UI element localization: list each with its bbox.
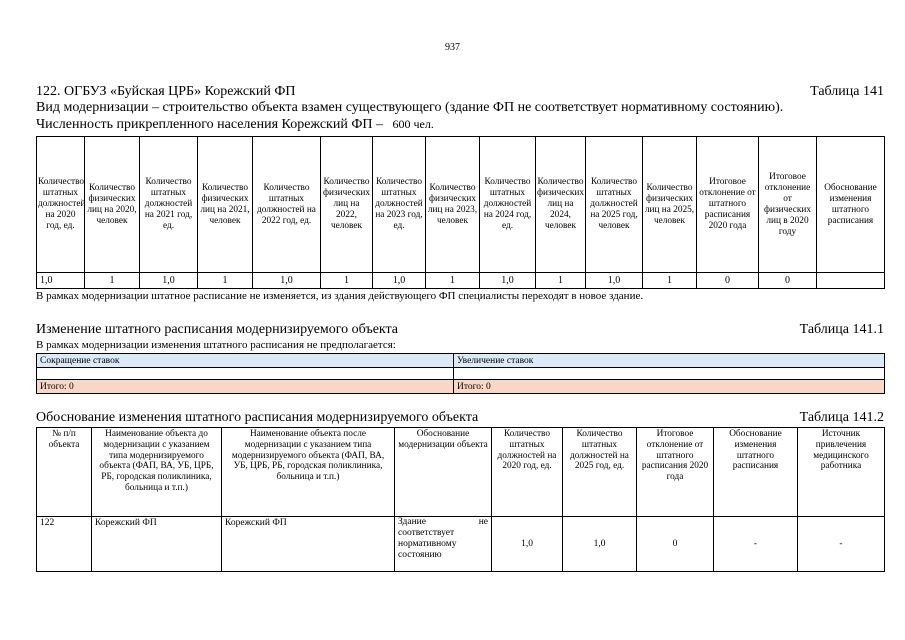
table-row <box>37 517 885 572</box>
table-141-header: Количество штатных должностей на 2021 год, ед. <box>140 137 198 273</box>
table-141-2-header: Обоснование изменения штатного расписания <box>714 428 798 517</box>
table-141-2-header: № п/п объекта <box>37 428 92 517</box>
table-141-2-header: Обоснование модернизации объекта <box>395 428 492 517</box>
table-141-header: Количество штатных должностей на 2023 год, ед. <box>373 137 426 273</box>
table-141-2-label: Таблица 141.2 <box>799 410 884 425</box>
total-row <box>37 380 885 394</box>
table-141-header: Обоснование изменения штатного расписания <box>817 137 885 273</box>
table-row <box>37 273 885 289</box>
table-141-2-header: Наименование объекта после модернизации с указанием типа модернизируемого объекта (ФАП, ВА, УБ, ЦРБ, РБ, городская поликлиника, больница и т.п.) <box>222 428 395 517</box>
table-141-1-subtitle: В рамках модернизации изменения штатного расписания не предполагается: <box>36 339 396 351</box>
table-141 <box>36 136 885 289</box>
table-141-header: Количество штатных должностей на 2025 год, человек <box>586 137 643 273</box>
table-cell: 1,0 <box>37 273 85 289</box>
table-cell: 1,0 <box>586 273 643 289</box>
table-cell: 1 <box>536 273 586 289</box>
section-title: 122. ОГБУЗ «Буйская ЦРБ» Корежский ФП <box>36 84 296 99</box>
justification-rest: соответствует нормативному состоянию <box>398 528 457 560</box>
population-label: Численность прикрепленного населения Корежский ФП – <box>36 117 383 132</box>
table-cell: 1,0 <box>253 273 321 289</box>
table-141-header: Количество физических лиц на 2020, человек <box>85 137 140 273</box>
table-cell: 1 <box>643 273 697 289</box>
table-141-header: Количество физических лиц на 2021, человек <box>198 137 253 273</box>
table-cell: 0 <box>697 273 759 289</box>
table-141-2-header: Наименование объекта до модернизации с указанием типа модернизируемого объекта (ФАП, ВА, УБ, ЦРБ, РБ, городская поликлиника, больница и т.п.) <box>92 428 222 517</box>
table-141-2-title: Обоснование изменения штатного расписания модернизируемого объекта <box>36 410 479 425</box>
table-141-header: Количество физических лиц на 2023, человек <box>426 137 480 273</box>
population-value: 600 чел. <box>392 117 434 131</box>
table-141-header: Количество физических лиц на 2024, человек <box>536 137 586 273</box>
table-cell <box>454 368 885 380</box>
table-141-header: Количество штатных должностей на 2024 год, ед. <box>480 137 536 273</box>
table-141-2-header: Количество штатных должностей на 2020 год, ед. <box>492 428 563 517</box>
table-141-note: В рамках модернизации штатное расписание не изменяется, из здания действующего ФП специалисты переходят в новое здание. <box>36 290 644 302</box>
table-141-2 <box>36 427 885 572</box>
table-141-header: Количество физических лиц на 2025, человек <box>643 137 697 273</box>
table-141-label: Таблица 141 <box>810 84 884 99</box>
table-cell: 1 <box>426 273 480 289</box>
table-141-header: Количество штатных должностей на 2020 год, ед. <box>37 137 85 273</box>
total-reduction: Итого: 0 <box>37 380 454 394</box>
population-line <box>36 116 434 133</box>
table-141-header: Количество штатных должностей на 2022 год, ед. <box>253 137 321 273</box>
table-cell: 1,0 <box>373 273 426 289</box>
table-141-header: Итоговое отклонение от штатного расписания 2020 года <box>697 137 759 273</box>
table-cell: 1 <box>85 273 140 289</box>
table-141-2-header-row <box>37 428 885 517</box>
table-141-1-label: Таблица 141.1 <box>799 322 884 337</box>
total-increase: Итого: 0 <box>454 380 885 394</box>
col-increase: Увеличение ставок <box>454 354 885 368</box>
deviation: 0 <box>637 517 714 572</box>
staff-2025: 1,0 <box>563 517 637 572</box>
table-cell <box>817 273 885 289</box>
table-141-1 <box>36 353 885 394</box>
justification-line1: Здание не <box>398 517 488 527</box>
worker-source: - <box>798 517 885 572</box>
table-cell: 1 <box>198 273 253 289</box>
modernization-justification <box>395 517 492 572</box>
table-cell: 1 <box>321 273 373 289</box>
table-cell: 1,0 <box>140 273 198 289</box>
table-141-2-header: Итоговое отклонение от штатного расписания 2020 года <box>637 428 714 517</box>
staff-2020: 1,0 <box>492 517 563 572</box>
col-reduction: Сокращение ставок <box>37 354 454 368</box>
table-141-header: Количество физических лиц на 2022, человек <box>321 137 373 273</box>
table-141-2-header: Количество штатных должностей на 2025 год, ед. <box>563 428 637 517</box>
table-cell <box>37 368 454 380</box>
name-before: Корежский ФП <box>92 517 222 572</box>
change-reason: - <box>714 517 798 572</box>
table-141-1-header-row <box>37 354 885 368</box>
table-141-1-title: Изменение штатного расписания модернизируемого объекта <box>36 322 399 337</box>
modernization-type: Вид модернизации – строительство объекта взамен существующего (здание ФП не соответствует нормативному состоянию). <box>36 100 784 115</box>
page-number: 937 <box>445 42 460 53</box>
table-cell: 0 <box>759 273 817 289</box>
table-141-header-row <box>37 137 885 273</box>
table-141-2-header: Источник привлечения медицинского работника <box>798 428 885 517</box>
table-row <box>37 368 885 380</box>
table-cell: 1,0 <box>480 273 536 289</box>
table-141-header: Итоговое отклонение от физических лиц в 2020 году <box>759 137 817 273</box>
name-after: Корежский ФП <box>222 517 395 572</box>
object-number: 122 <box>37 517 92 572</box>
